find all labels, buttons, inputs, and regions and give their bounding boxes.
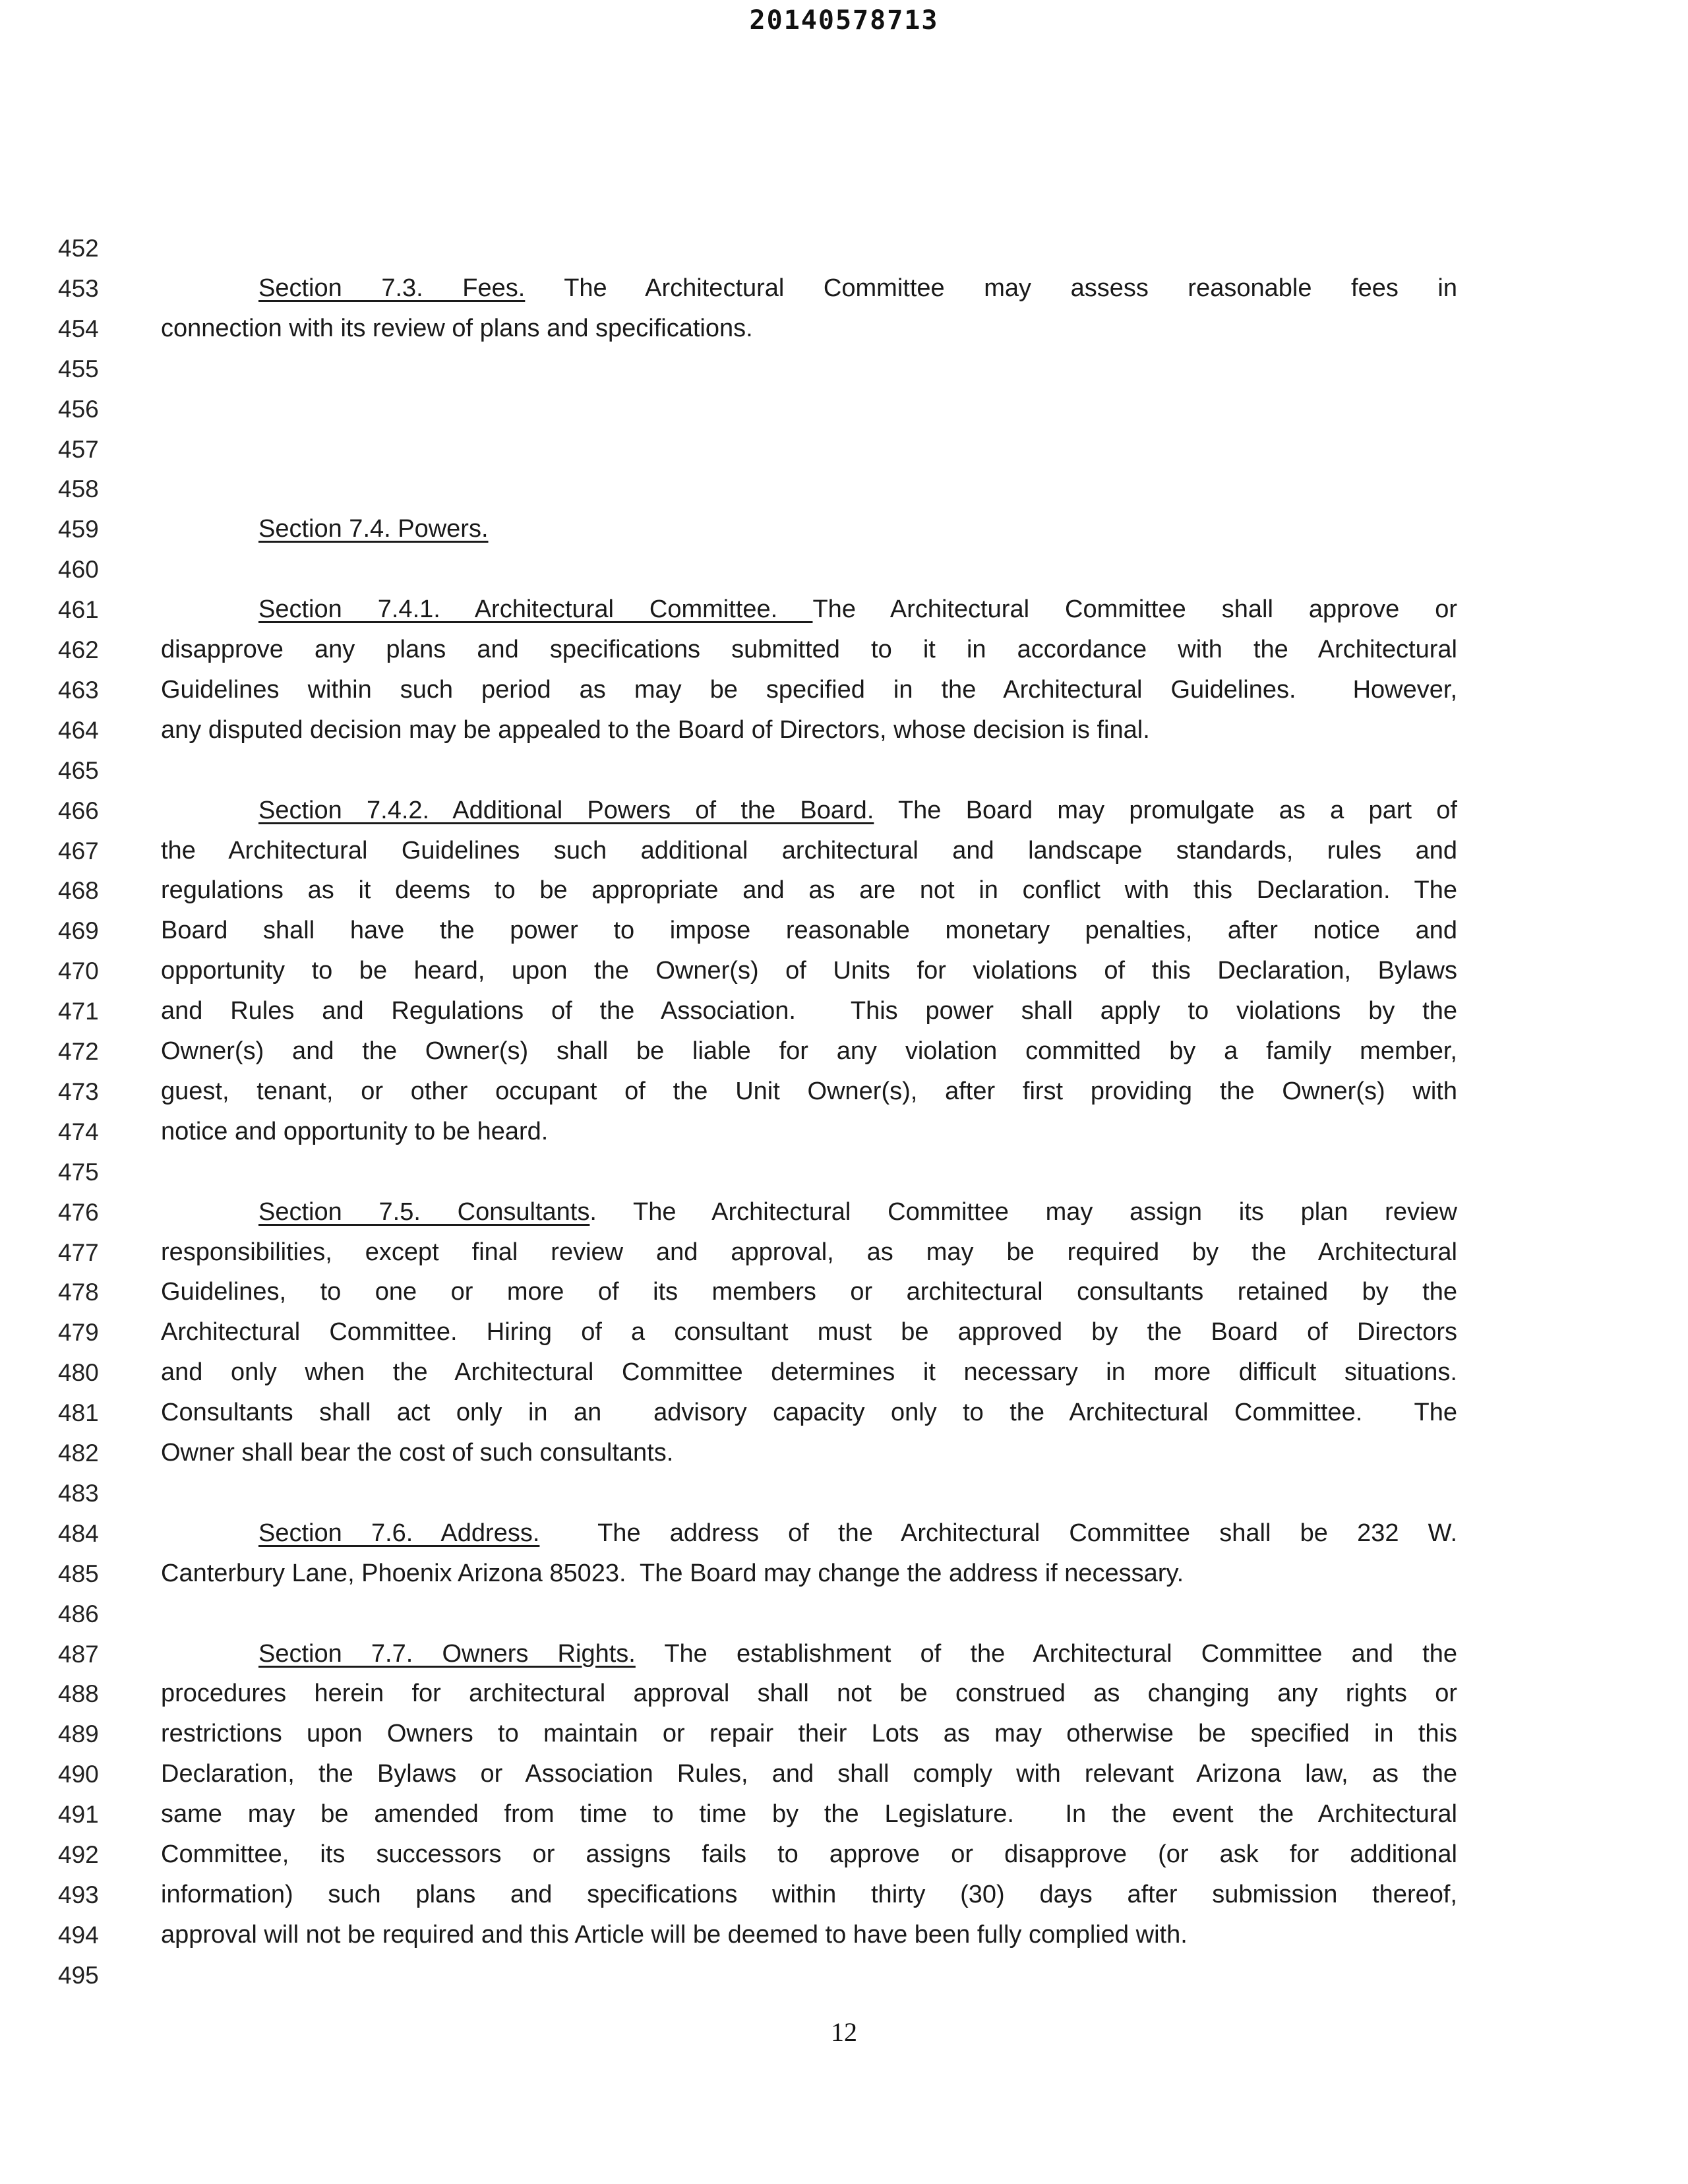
line-text: restrictions upon Owners to maintain or repair their Lots as may otherwise be specified in this xyxy=(161,1720,1457,1748)
document-line xyxy=(0,1674,1688,1714)
line-number: 485 xyxy=(58,1560,99,1587)
line-number: 463 xyxy=(58,676,99,704)
line-text: Guidelines within such period as may be specified in the Architectural Guidelines. However, xyxy=(161,675,1457,704)
document-line xyxy=(0,1393,1688,1433)
paragraph-line xyxy=(161,870,1457,911)
line-text: Architectural Committee. Hiring of a consultant must be approved by the Board of Directors xyxy=(161,1318,1457,1347)
document-line xyxy=(0,389,1688,429)
document-line xyxy=(0,268,1688,309)
document-line xyxy=(0,469,1688,509)
line-text: Committee, its successors or assigns fails to approve or disapprove (or ask for additional xyxy=(161,1840,1457,1868)
section-heading: Section 7.4.2. Additional Powers of the Board. xyxy=(258,796,874,824)
line-text: and only when the Architectural Committee determines it necessary in more difficult situations. xyxy=(161,1358,1457,1387)
paragraph-line xyxy=(161,951,1457,991)
section-paragraph-start xyxy=(258,268,1457,309)
line-number: 484 xyxy=(58,1519,99,1547)
paragraph-line xyxy=(161,1875,1457,1915)
line-text: connection with its review of plans and specifications. xyxy=(161,314,753,342)
line-text: disapprove any plans and specifications submitted to it in accordance with the Architectural xyxy=(161,636,1457,663)
line-text: Guidelines, to one or more of its members or architectural consultants retained by the xyxy=(161,1278,1457,1306)
section-paragraph-start xyxy=(258,590,1457,630)
line-number: 486 xyxy=(58,1600,99,1627)
line-number: 461 xyxy=(58,596,99,624)
paragraph-line xyxy=(161,1352,1457,1393)
line-text: and Rules and Regulations of the Association. This power shall apply to violations by the xyxy=(161,997,1457,1025)
line-text: regulations as it deems to be appropriate and as are not in conflict with this Declaration. The xyxy=(161,876,1457,905)
document-line xyxy=(0,1754,1688,1794)
section-paragraph-start xyxy=(258,1513,1457,1554)
paragraph-line xyxy=(161,670,1457,710)
document-line xyxy=(0,349,1688,389)
document-line xyxy=(0,750,1688,791)
document-line xyxy=(0,1955,1688,1995)
line-number: 469 xyxy=(58,917,99,945)
document-line xyxy=(0,1554,1688,1594)
document-line xyxy=(0,831,1688,871)
line-number: 477 xyxy=(58,1238,99,1266)
line-number: 494 xyxy=(58,1921,99,1949)
paragraph-line xyxy=(161,1393,1457,1433)
line-number: 470 xyxy=(58,957,99,985)
section-heading: Section 7.4. Powers. xyxy=(258,515,489,543)
document-line xyxy=(0,1112,1688,1152)
line-number: 465 xyxy=(58,756,99,784)
line-number: 475 xyxy=(58,1158,99,1186)
line-number: 454 xyxy=(58,315,99,342)
line-number: 471 xyxy=(58,998,99,1025)
line-number: 476 xyxy=(58,1198,99,1226)
section-heading: Section 7.5. Consultants xyxy=(258,1198,590,1226)
line-text: The establishment of the Architectural Committee and the xyxy=(635,1639,1457,1668)
line-number: 466 xyxy=(58,797,99,824)
line-text: notice and opportunity to be heard. xyxy=(161,1117,549,1145)
document-line xyxy=(0,1473,1688,1513)
paragraph-line xyxy=(161,1072,1457,1112)
line-number: 490 xyxy=(58,1761,99,1788)
document-line xyxy=(0,1794,1688,1835)
document-line xyxy=(0,870,1688,911)
document-line xyxy=(0,1634,1688,1674)
document-line xyxy=(0,1513,1688,1554)
paragraph-line xyxy=(161,1433,1457,1473)
document-line xyxy=(0,429,1688,470)
paragraph-line xyxy=(161,1312,1457,1352)
document-line xyxy=(0,1352,1688,1393)
paragraph-line xyxy=(161,911,1457,951)
line-text: Consultants shall act only in an advisory capacity only to the Architectural Committee. The xyxy=(161,1399,1457,1427)
section-paragraph-start xyxy=(258,1192,1457,1232)
section-heading: Section 7.6. Address. xyxy=(258,1519,540,1547)
document-line xyxy=(0,670,1688,710)
line-number: 472 xyxy=(58,1038,99,1065)
line-number: 489 xyxy=(58,1720,99,1748)
line-number: 493 xyxy=(58,1881,99,1908)
line-number: 483 xyxy=(58,1479,99,1507)
paragraph-line xyxy=(161,710,1457,750)
line-text: The address of the Architectural Committee shall be 232 W. xyxy=(539,1519,1457,1547)
document-line xyxy=(0,951,1688,991)
line-number: 473 xyxy=(58,1077,99,1105)
document-line xyxy=(0,1433,1688,1473)
document-line xyxy=(0,549,1688,590)
line-number: 474 xyxy=(58,1118,99,1145)
document-line xyxy=(0,1835,1688,1875)
document-line xyxy=(0,309,1688,349)
line-text: same may be amended from time to time by the Legislature. In the event the Architectural xyxy=(161,1800,1457,1829)
paragraph-line xyxy=(161,1794,1457,1835)
line-text: approval will not be required and this Article will be deemed to have been fully complied with. xyxy=(161,1920,1188,1949)
page-number: 12 xyxy=(831,2017,857,2047)
line-text: The Architectural Committee shall approve or xyxy=(812,595,1457,624)
paragraph-line xyxy=(161,309,1457,349)
line-number: 487 xyxy=(58,1640,99,1668)
line-number: 482 xyxy=(58,1440,99,1467)
document-line xyxy=(0,1232,1688,1273)
line-number: 456 xyxy=(58,395,99,423)
document-line xyxy=(0,791,1688,831)
paragraph-line xyxy=(161,991,1457,1031)
document-line xyxy=(0,1875,1688,1915)
line-number: 491 xyxy=(58,1801,99,1829)
paragraph-line xyxy=(161,1554,1457,1594)
section-heading: Section 7.7. Owners Rights. xyxy=(258,1639,636,1668)
paragraph-line xyxy=(161,1112,1457,1152)
line-text: any disputed decision may be appealed to the Board of Directors, whose decision is final. xyxy=(161,715,1150,744)
line-number: 492 xyxy=(58,1841,99,1868)
document-line xyxy=(0,1072,1688,1112)
document-line xyxy=(0,1152,1688,1192)
line-text: procedures herein for architectural approval shall not be construed as changing any rights or xyxy=(161,1680,1457,1708)
line-text: information) such plans and specifications within thirty (30) days after submission thereof, xyxy=(161,1880,1457,1908)
section-paragraph-start xyxy=(258,509,1457,549)
line-number: 488 xyxy=(58,1680,99,1708)
line-text: . The Architectural Committee may assign its plan review xyxy=(589,1198,1457,1226)
paragraph-line xyxy=(161,1232,1457,1273)
paragraph-line xyxy=(161,1272,1457,1312)
line-number: 467 xyxy=(58,837,99,864)
line-number: 459 xyxy=(58,516,99,543)
section-paragraph-start xyxy=(258,1634,1457,1674)
document-line xyxy=(0,1594,1688,1634)
document-line xyxy=(0,1312,1688,1352)
line-number: 480 xyxy=(58,1359,99,1387)
line-text: Board shall have the power to impose reasonable monetary penalties, after notice and xyxy=(161,917,1457,945)
section-heading: Section 7.3. Fees. xyxy=(258,274,526,302)
document-line xyxy=(0,1714,1688,1754)
line-number: 452 xyxy=(58,235,99,262)
line-text: guest, tenant, or other occupant of the Unit Owner(s), after first providing the Owner(s) with xyxy=(161,1077,1457,1105)
line-number: 453 xyxy=(58,274,99,302)
line-number: 481 xyxy=(58,1399,99,1427)
line-number: 479 xyxy=(58,1319,99,1347)
line-text: Canterbury Lane, Phoenix Arizona 85023. The Board may change the address if necessary. xyxy=(161,1559,1184,1587)
line-number: 478 xyxy=(58,1279,99,1306)
line-number: 458 xyxy=(58,475,99,503)
line-number: 468 xyxy=(58,877,99,905)
document-number: 20140578713 xyxy=(749,5,939,36)
line-text: Owner(s) and the Owner(s) shall be liable for any violation committed by a family member, xyxy=(161,1037,1457,1065)
line-number: 460 xyxy=(58,556,99,584)
line-number: 457 xyxy=(58,435,99,463)
document-line xyxy=(0,710,1688,750)
section-paragraph-start xyxy=(258,791,1457,831)
line-text: Owner shall bear the cost of such consultants. xyxy=(161,1439,674,1467)
line-number: 455 xyxy=(58,355,99,382)
document-line xyxy=(0,630,1688,670)
line-number: 462 xyxy=(58,636,99,663)
line-number: 495 xyxy=(58,1961,99,1989)
document-line xyxy=(0,590,1688,630)
document-line xyxy=(0,1031,1688,1072)
paragraph-line xyxy=(161,1754,1457,1794)
line-text: responsibilities, except final review and approval, as may be required by the Architectural xyxy=(161,1238,1457,1266)
line-text: opportunity to be heard, upon the Owner(s) of Units for violations of this Declaration, Bylaws xyxy=(161,957,1457,985)
paragraph-line xyxy=(161,831,1457,871)
document-line xyxy=(0,911,1688,951)
line-number: 464 xyxy=(58,716,99,744)
line-text: The Board may promulgate as a part of xyxy=(874,796,1457,824)
paragraph-line xyxy=(161,1714,1457,1754)
document-line xyxy=(0,1272,1688,1312)
document-line xyxy=(0,1915,1688,1955)
document-line xyxy=(0,1192,1688,1232)
section-heading: Section 7.4.1. Architectural Committee. xyxy=(258,595,813,624)
paragraph-line xyxy=(161,630,1457,670)
document-line xyxy=(0,509,1688,549)
line-text: Declaration, the Bylaws or Association Rules, and shall comply with relevant Arizona law, as the xyxy=(161,1760,1457,1788)
line-text: the Architectural Guidelines such additional architectural and landscape standards, rules and xyxy=(161,836,1457,864)
paragraph-line xyxy=(161,1674,1457,1714)
paragraph-line xyxy=(161,1031,1457,1072)
paragraph-line xyxy=(161,1835,1457,1875)
document-line xyxy=(0,228,1688,268)
line-text: The Architectural Committee may assess reasonable fees in xyxy=(525,274,1457,302)
document-line xyxy=(0,991,1688,1031)
paragraph-line xyxy=(161,1915,1457,1955)
